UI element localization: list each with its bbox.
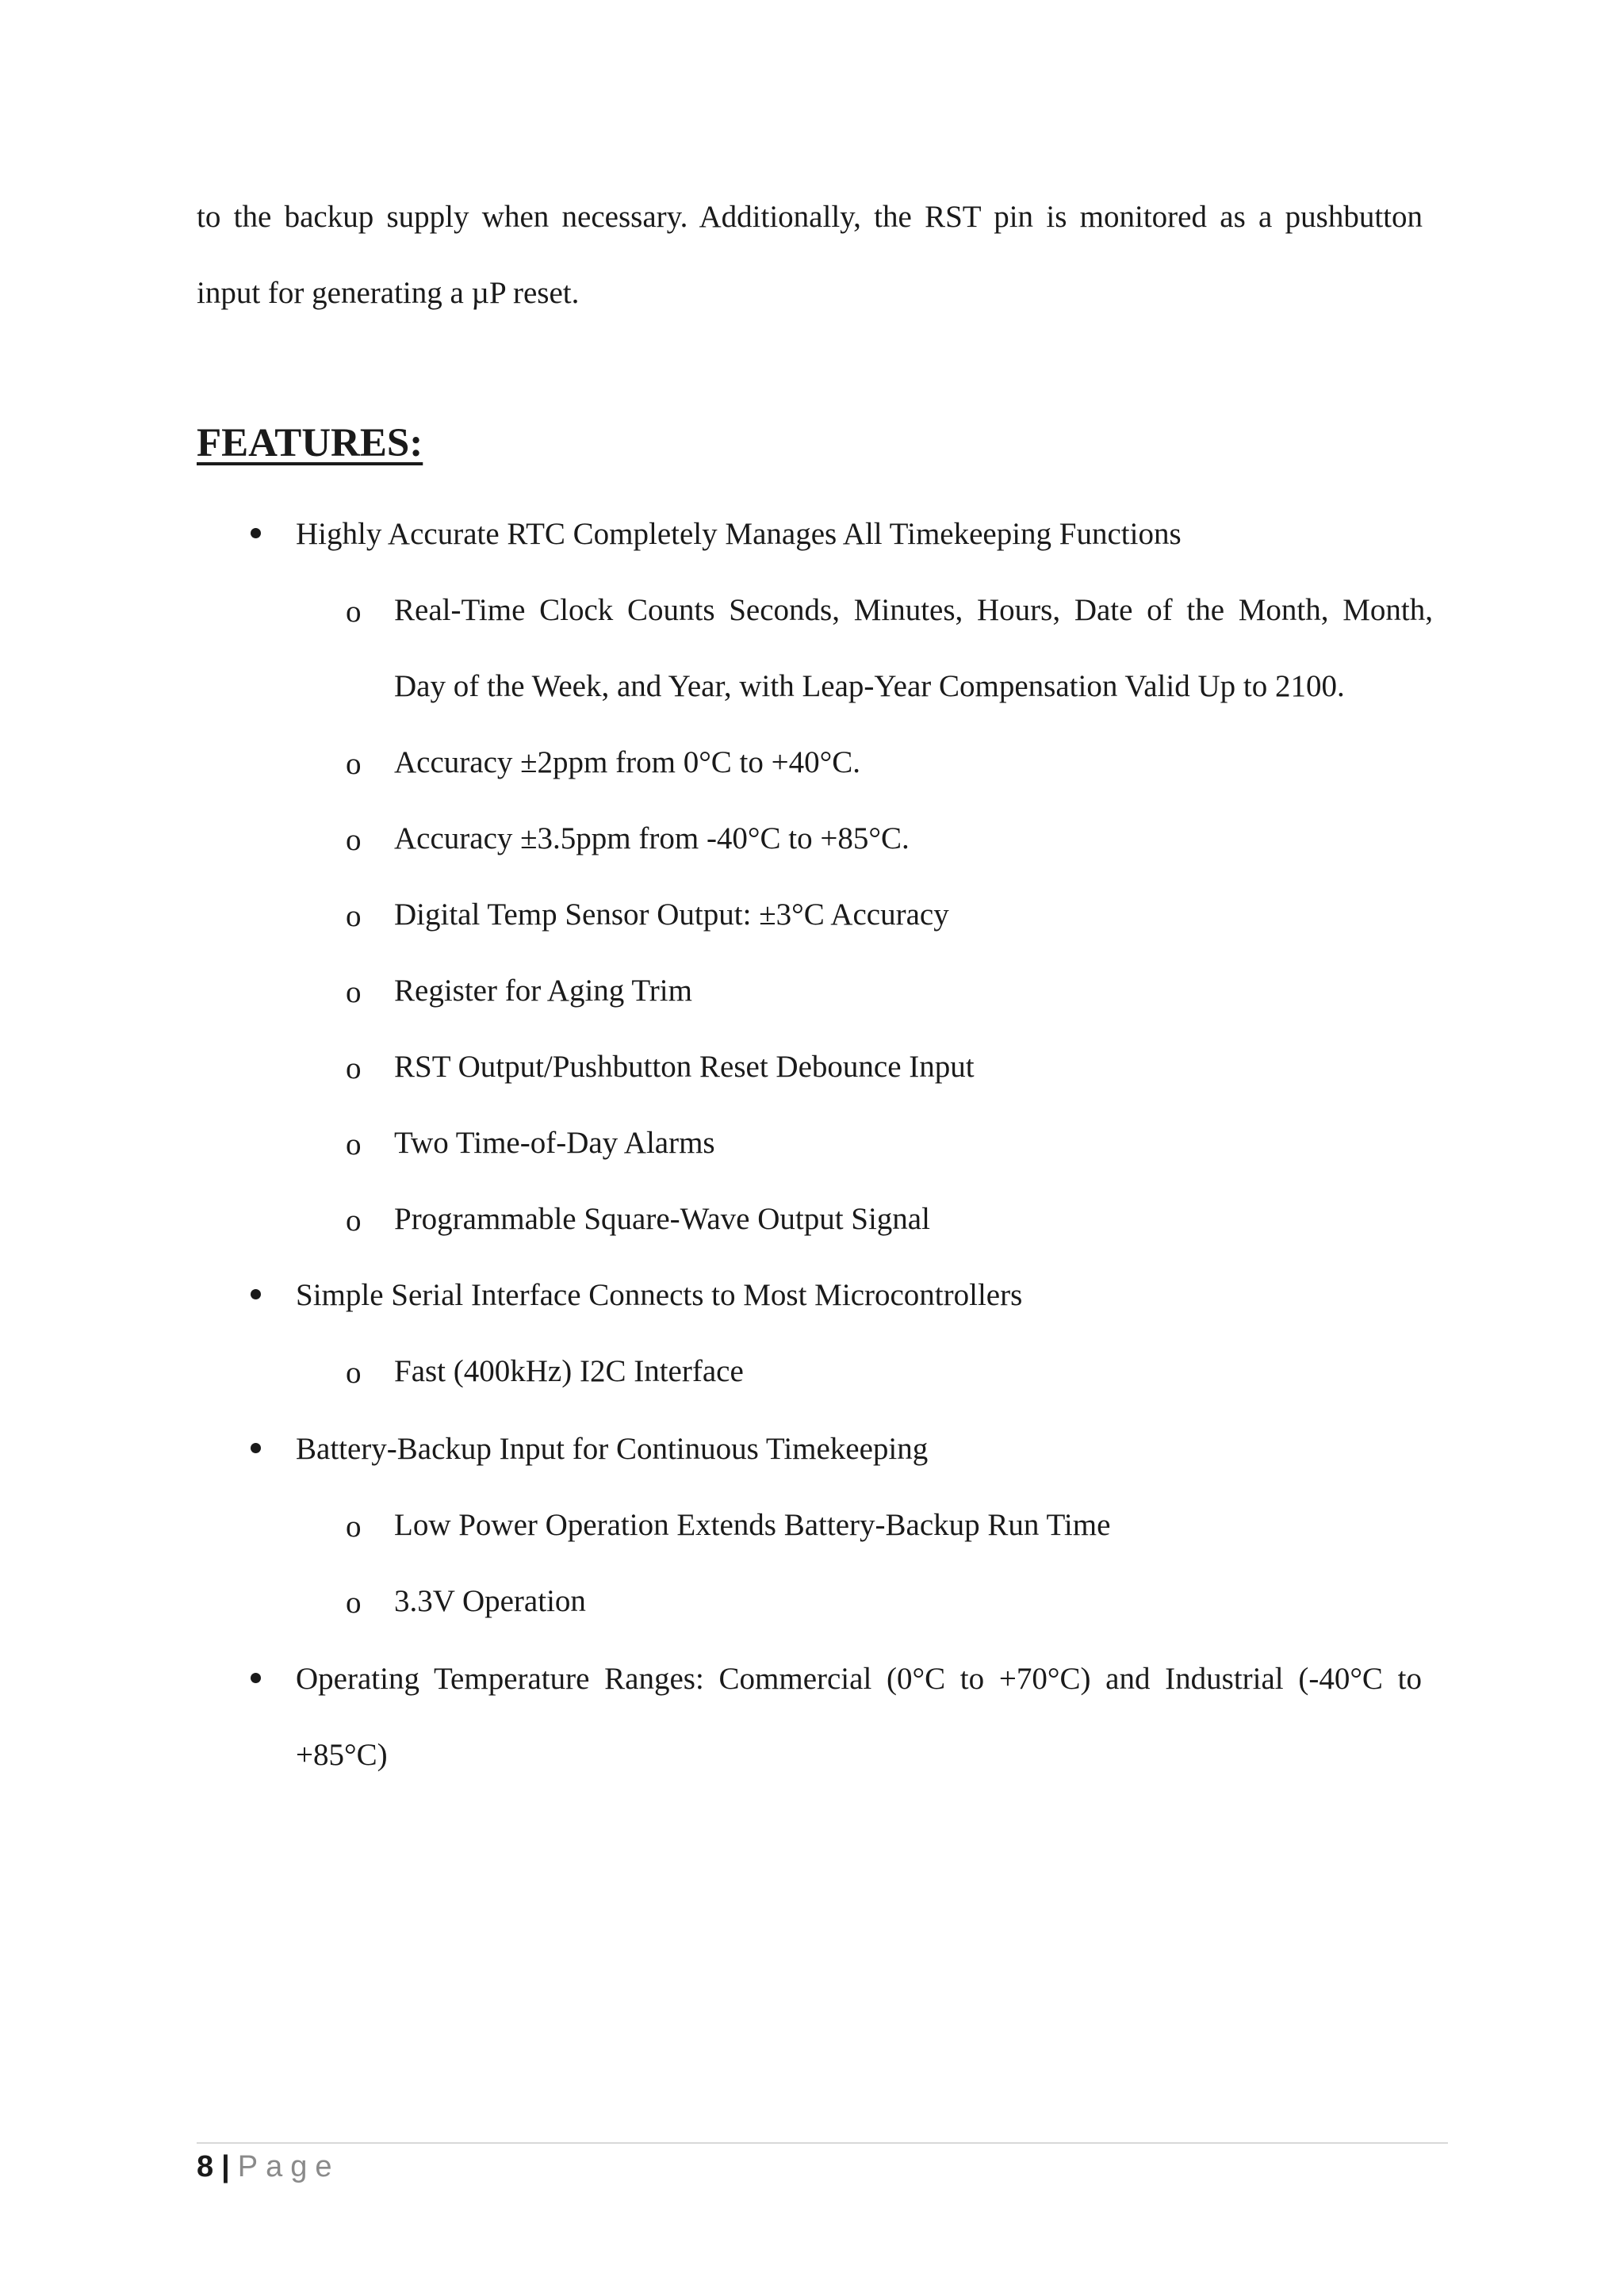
feature-item: Simple Serial Interface Connects to Most Microcontrollers [296,1278,1023,1312]
bullet-icon [251,528,261,538]
sub-bullet-icon: o [346,975,362,1009]
page-number: 8 [197,2150,214,2183]
sub-feature-item: Low Power Operation Extends Battery-Backup Run Time [394,1508,1111,1542]
sub-feature-item: Accuracy ±2ppm from 0°C to +40°C. [394,745,860,779]
sub-feature-item: Day of the Week, and Year, with Leap-Year Compensation Valid Up to 2100. [394,669,1345,703]
sub-bullet-icon: o [346,1510,362,1544]
bullet-icon [251,1673,261,1683]
sub-bullet-icon: o [346,1356,362,1390]
sub-bullet-icon: o [346,1051,362,1085]
sub-feature-item: Two Time-of-Day Alarms [394,1126,715,1160]
footer-separator: | [221,2150,230,2183]
sub-bullet-icon: o [346,1127,362,1161]
feature-item: Highly Accurate RTC Completely Manages All Timekeeping Functions [296,517,1182,551]
sub-feature-item: Programmable Square-Wave Output Signal [394,1202,930,1236]
bullet-icon [251,1289,261,1299]
sub-feature-item: Accuracy ±3.5ppm from -40°C to +85°C. [394,821,910,855]
footer-divider [197,2142,1448,2144]
bullet-icon [251,1443,261,1453]
sub-feature-item: RST Output/Pushbutton Reset Debounce Input [394,1050,975,1084]
sub-feature-item: Real-Time Clock Counts Seconds, Minutes, Hours, Date of the Month, Month, [394,593,1433,627]
sub-bullet-icon: o [346,747,362,781]
intro-line: input for generating a µP reset. [197,276,580,310]
feature-item: Battery-Backup Input for Continuous Timekeeping [296,1432,929,1466]
sub-feature-item: 3.3V Operation [394,1584,586,1618]
feature-item-continuation: +85°C) [296,1738,388,1772]
sub-feature-item: Register for Aging Trim [394,974,692,1008]
sub-bullet-icon: o [346,1203,362,1238]
section-heading: FEATURES: [197,421,423,465]
sub-feature-item: Fast (400kHz) I2C Interface [394,1354,744,1388]
page-footer [197,2152,340,2182]
sub-bullet-icon: o [346,899,362,933]
intro-line: to the backup supply when necessary. Additionally, the RST pin is monitored as a pushbutton [197,200,1423,234]
sub-bullet-icon: o [346,595,362,629]
sub-bullet-icon: o [346,823,362,857]
sub-bullet-icon: o [346,1586,362,1620]
page-label: Page [237,2150,340,2183]
feature-item: Operating Temperature Ranges: Commercial (0°C to +70°C) and Industrial (-40°C to [296,1662,1422,1696]
sub-feature-item: Digital Temp Sensor Output: ±3°C Accuracy [394,897,949,932]
